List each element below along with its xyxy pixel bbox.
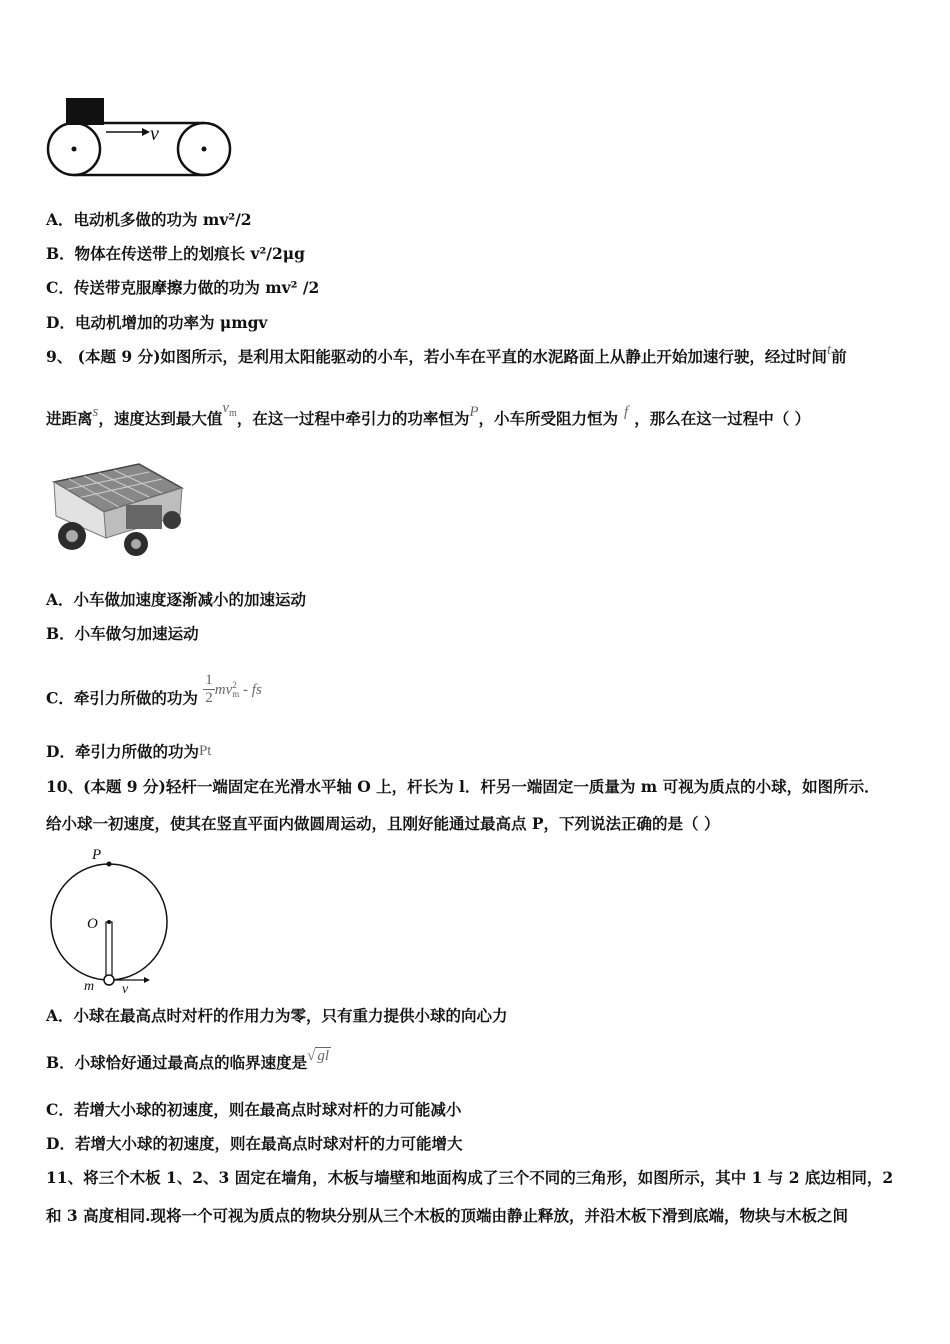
q9-option-d bbox=[46, 742, 211, 763]
stem-text: ，在这一过程中牵引力的功率恒为 bbox=[236, 409, 470, 428]
conveyor-belt-figure bbox=[44, 96, 234, 178]
q10-option-d bbox=[46, 1134, 462, 1154]
stem-text: ，速度达到最大值 bbox=[98, 409, 223, 428]
q8-option-d bbox=[46, 313, 267, 333]
q8-option-c bbox=[46, 278, 319, 298]
option-text: 若增大小球的初速度，则在最高点时球对杆的力可能减小 bbox=[73, 1100, 462, 1119]
label-P: P bbox=[92, 847, 102, 863]
q10-option-a bbox=[46, 1006, 508, 1026]
velocity-label: v bbox=[150, 123, 159, 145]
label-O: O bbox=[87, 916, 98, 932]
math-v: v bbox=[222, 400, 230, 416]
pivot bbox=[107, 920, 111, 924]
option-text: 小球恰好通过最高点的临界速度是 bbox=[74, 1053, 308, 1072]
q9-option-b bbox=[46, 624, 199, 644]
math-expr: Pt bbox=[198, 743, 212, 759]
option-letter: D． bbox=[46, 313, 75, 332]
option-text: 物体在传送带上的划痕长 v²/2μg bbox=[74, 244, 305, 263]
frac-num: 1 bbox=[205, 672, 213, 688]
math-tail: - fs bbox=[239, 681, 262, 698]
math-t: t bbox=[826, 342, 832, 358]
solar-car-image bbox=[44, 460, 186, 558]
stem-text: 和 3 高度相同.现将一个可视为质点的物块分别从三个木板的顶端由静止释放，并沿木板下滑到底端，物块与木板之间 bbox=[46, 1206, 848, 1225]
q9-option-c bbox=[46, 672, 262, 717]
math-expr: gl bbox=[317, 1048, 330, 1064]
q8-option-a bbox=[46, 210, 252, 230]
option-letter: C． bbox=[46, 278, 74, 297]
option-text: 电动机增加的功率为 μmgv bbox=[74, 313, 268, 332]
option-text: 牵引力所做的功为 bbox=[73, 688, 198, 708]
stem-text: 10、(本题 9 分)轻杆一端固定在光滑水平轴 O 上，杆长为 l．杆另一端固定一质量为 m 可视为质点的小球，如图所示． bbox=[46, 777, 880, 796]
option-text: 小球在最高点时对杆的作用力为零，只有重力提供小球的向心力 bbox=[73, 1006, 508, 1025]
option-text: 传送带克服摩擦力做的功为 mv² /2 bbox=[73, 278, 320, 297]
option-letter: D． bbox=[46, 1134, 75, 1153]
option-letter: B． bbox=[46, 244, 75, 263]
option-text: 电动机多做的功为 mv²/2 bbox=[73, 210, 252, 229]
option-letter: D． bbox=[46, 742, 75, 761]
q8-option-b bbox=[46, 244, 305, 264]
label-m: m bbox=[84, 979, 95, 994]
point-P bbox=[107, 862, 112, 867]
math-sub-m: m bbox=[229, 408, 237, 419]
circular-motion-figure bbox=[44, 842, 174, 996]
option-text: 小车做加速度逐渐减小的加速运动 bbox=[73, 590, 307, 609]
block bbox=[66, 98, 104, 125]
math-expr: mv bbox=[214, 681, 233, 698]
rod bbox=[106, 922, 112, 980]
fraction-half bbox=[203, 672, 215, 707]
stem-text: 11、将三个木板 1、2、3 固定在墙角，木板与墙壁和地面构成了三个不同的三角形，如图所示，其中 1 与 2 底边相同，2 bbox=[46, 1168, 894, 1187]
wheel bbox=[163, 511, 181, 529]
stem-text: 给小球一初速度，使其在竖直平面内做圆周运动，且刚好能通过最高点 P，下列说法正确的是（ ） bbox=[46, 814, 720, 833]
ball bbox=[104, 975, 114, 985]
q10-option-b: B．小球恰好通过最高点的临界速度是√ gl bbox=[46, 1048, 330, 1072]
stem-text: 进距离 bbox=[46, 409, 93, 428]
option-letter: A． bbox=[46, 590, 74, 609]
math-P: P bbox=[469, 404, 479, 420]
stem-text: 前 bbox=[831, 347, 847, 366]
option-letter: C． bbox=[46, 1100, 74, 1119]
q10-stem-line2 bbox=[46, 814, 719, 834]
option-letter: C． bbox=[46, 688, 74, 708]
option-letter: A． bbox=[46, 210, 74, 229]
q11-stem-line1 bbox=[46, 1168, 893, 1188]
math-sub: m bbox=[232, 689, 240, 700]
frac-den: 2 bbox=[205, 690, 213, 706]
stem-text: ，那么在这一过程中（ ） bbox=[634, 409, 811, 428]
option-text: 牵引力所做的功为 bbox=[74, 742, 199, 761]
option-letter: B． bbox=[46, 1053, 75, 1072]
stem-text: ，小车所受阻力恒为 bbox=[478, 409, 619, 428]
option-letter: B． bbox=[46, 624, 75, 643]
option-text: 若增大小球的初速度，则在最高点时球对杆的力可能增大 bbox=[74, 1134, 463, 1153]
option-text: 小车做匀加速运动 bbox=[74, 624, 199, 643]
q9-option-a bbox=[46, 590, 306, 610]
q11-stem-line2 bbox=[46, 1206, 848, 1226]
label-v: v bbox=[122, 982, 129, 996]
q9-stem-line1 bbox=[46, 342, 847, 368]
option-letter: A． bbox=[46, 1006, 74, 1025]
q9-stem-line2 bbox=[46, 400, 811, 436]
q10-option-c bbox=[46, 1100, 461, 1120]
math-sup: 2 bbox=[232, 680, 237, 691]
math-f: f bbox=[624, 404, 629, 420]
stem-text: 9、 (本题 9 分)如图所示，是利用太阳能驱动的小车，若小车在平直的水泥路面上从静止开始加速行驶，经过时间 bbox=[46, 347, 827, 366]
q10-stem-line1 bbox=[46, 777, 880, 797]
math-s: s bbox=[92, 404, 99, 420]
